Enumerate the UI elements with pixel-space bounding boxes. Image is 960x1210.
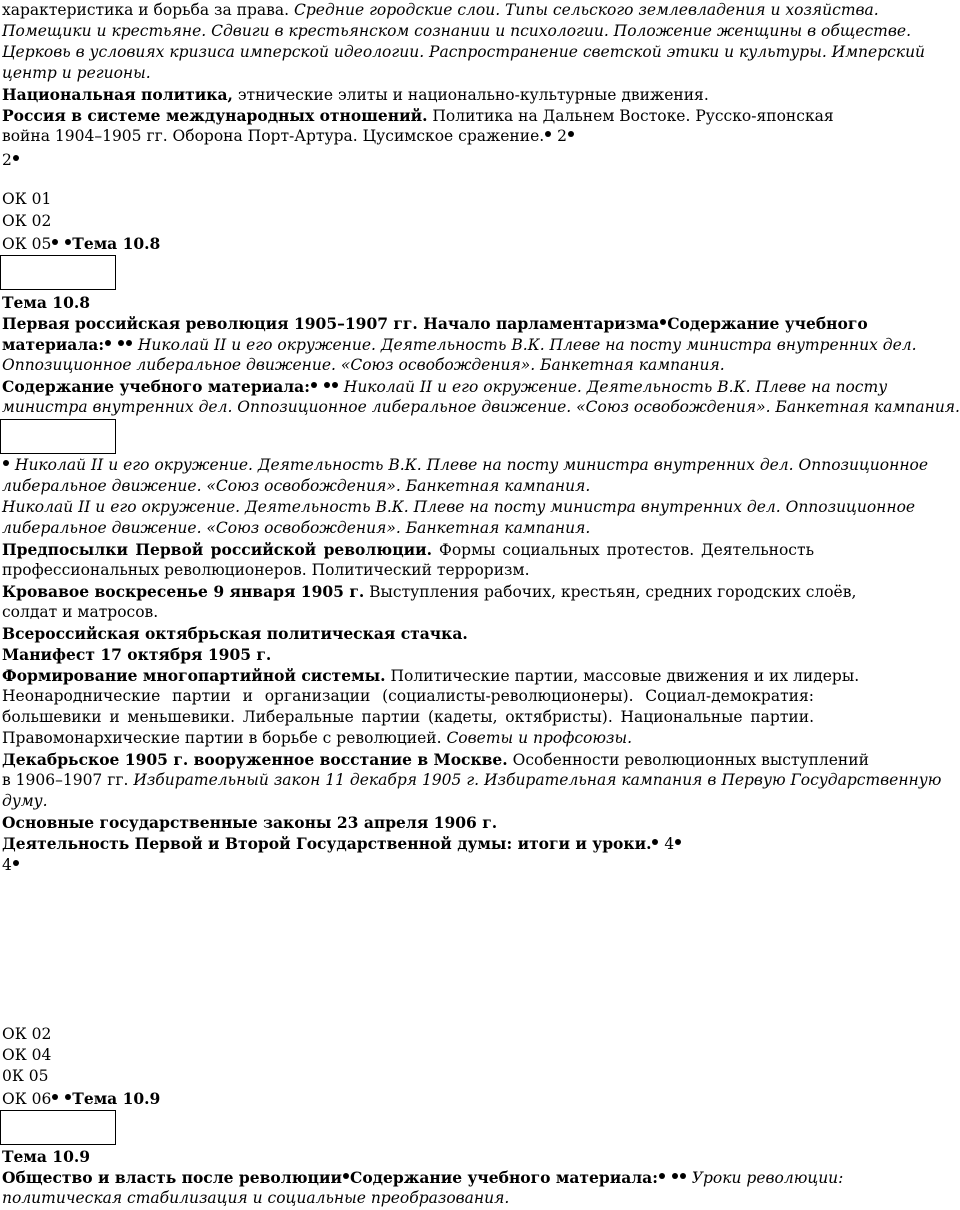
text-line: война 1904–1905 гг. Оборона Порт-Артура. Цусимское сражение. 2 [2, 126, 814, 147]
bullet-icon [13, 155, 19, 161]
hours-value: 2 [2, 150, 814, 171]
text-line: либеральное движение. «Союз освобождения». Банкетная кампания. [2, 477, 591, 495]
text-line: Формирование многопартийной системы. Политические партии, массовые движения и их лидеры. [2, 666, 860, 685]
text-line: Правомонархические партии в борьбе с революцией. Советы и профсоюзы. [2, 729, 633, 747]
text-line: Неонароднические партии и организации (социалисты-революционеры). Социал-демократия: [2, 687, 814, 705]
text-line: Деятельность Первой и Второй Государственной думы: итоги и уроки. 4 [2, 833, 814, 855]
bullet-icon [675, 839, 681, 845]
text-line: Оппозиционное либеральное движение. «Союз освобождения». Банкетная кампания. [2, 356, 725, 374]
bullet-icon [332, 382, 338, 388]
text-line: Кровавое воскресенье 9 января 1905 г. Выступления рабочих, крестьян, средних городских слоёв, [2, 582, 857, 601]
competence-code: ОК 05 Тема 10.8 [2, 234, 161, 253]
empty-cell-box [0, 1110, 116, 1145]
bullet-icon [52, 239, 58, 245]
bullet-icon [118, 340, 124, 346]
text-line: Манифест 17 октября 1905 г. [2, 645, 272, 664]
bullet-icon [680, 1173, 686, 1179]
bullet-icon [13, 860, 19, 866]
text-line: профессиональных революционеров. Политический терроризм. [2, 561, 530, 579]
competence-code: ОК 02 [2, 1025, 52, 1043]
bullet-icon [52, 1094, 58, 1100]
bullet-icon [672, 1173, 678, 1179]
bullet-icon [660, 319, 666, 325]
text-line: материала: Николай II и его окружение. Деятельность В.К. Плеве на посту министра внутренних дел. [2, 335, 917, 354]
bullet-icon [3, 460, 9, 466]
text-line: Николай II и его окружение. Деятельность В.К. Плеве на посту министра внутренних дел. Оппозиционное [2, 455, 814, 476]
text-line: Всероссийская октябрьская политическая стачка. [2, 624, 468, 643]
topic-title: Тема 10.9 [2, 1147, 91, 1166]
topic-heading: Общество и власть после революции Содержание учебного материала: Уроки революции: [2, 1168, 844, 1187]
text-line: политическая стабилизация и социальные преобразования. [2, 1189, 510, 1207]
bullet-icon [652, 839, 658, 845]
bullet-icon [126, 340, 132, 346]
bullet-icon [545, 131, 551, 137]
text-line: Помещики и крестьяне. Сдвиги в крестьянском сознании и психологии. Положение женщины в обществе. [2, 22, 912, 40]
topic-title: Тема 10.8 [2, 293, 91, 312]
empty-cell-box [0, 255, 116, 290]
bullet-icon [65, 239, 71, 245]
text-line: в 1906–1907 гг. Избирательный закон 11 декабря 1905 г. Избирательная кампания в Первую Государственную [2, 771, 942, 789]
bullet-icon [65, 1094, 71, 1100]
empty-cell-box [0, 419, 116, 454]
bullet-icon [343, 1173, 349, 1179]
text-line: министра внутренних дел. Оппозиционное либеральное движение. «Союз освобождения». Банкетная кампания. [2, 398, 960, 416]
text-line: Николай II и его окружение. Деятельность В.К. Плеве на посту министра внутренних дел. Оппозиционное [2, 498, 916, 516]
text-line: Церковь в условиях кризиса имперской идеологии. Распространение светской этики и культуры. Имперский [2, 43, 926, 61]
text-line: центр и регионы. [2, 64, 151, 82]
text-line: солдат и матросов. [2, 603, 159, 621]
topic-heading: Первая российская революция 1905–1907 гг. Начало парламентаризма Содержание учебного [2, 314, 868, 333]
text-line: Декабрьское 1905 г. вооруженное восстание в Москве. Особенности революционных выступлений [2, 750, 869, 769]
text-line: большевики и меньшевики. Либеральные партии (кадеты, октябристы). Национальные партии. [2, 708, 814, 726]
section-heading: Национальная политика, этнические элиты и национально-культурные движения. [2, 85, 709, 104]
text-line: Основные государственные законы 23 апреля 1906 г. [2, 813, 498, 832]
text-line: думу. [2, 792, 48, 810]
competence-code: 0К 05 [2, 1067, 49, 1085]
text-line: характеристика и борьба за права. Средние городские слои. Типы сельского землевладения и хозяйства. [2, 1, 879, 19]
bullet-icon [568, 131, 574, 137]
bullet-icon [105, 340, 111, 346]
text-line: Предпосылки Первой российской революции. Формы социальных протестов. Деятельность [2, 540, 815, 559]
bullet-icon [659, 1173, 665, 1179]
text-line: Содержание учебного материала: Николай II и его окружение. Деятельность В.К. Плеве на посту [2, 377, 888, 396]
bullet-icon [311, 382, 317, 388]
competence-code: ОК 01 [2, 190, 52, 208]
bullet-icon [324, 382, 330, 388]
text-line: либеральное движение. «Союз освобождения». Банкетная кампания. [2, 519, 591, 537]
competence-code: ОК 02 [2, 212, 52, 230]
hours-value: 4 [2, 855, 814, 876]
competence-code: ОК 06 Тема 10.9 [2, 1089, 161, 1108]
section-heading: Россия в системе международных отношений. Политика на Дальнем Востоке. Русско-японская [2, 106, 834, 125]
competence-code: ОК 04 [2, 1046, 52, 1064]
